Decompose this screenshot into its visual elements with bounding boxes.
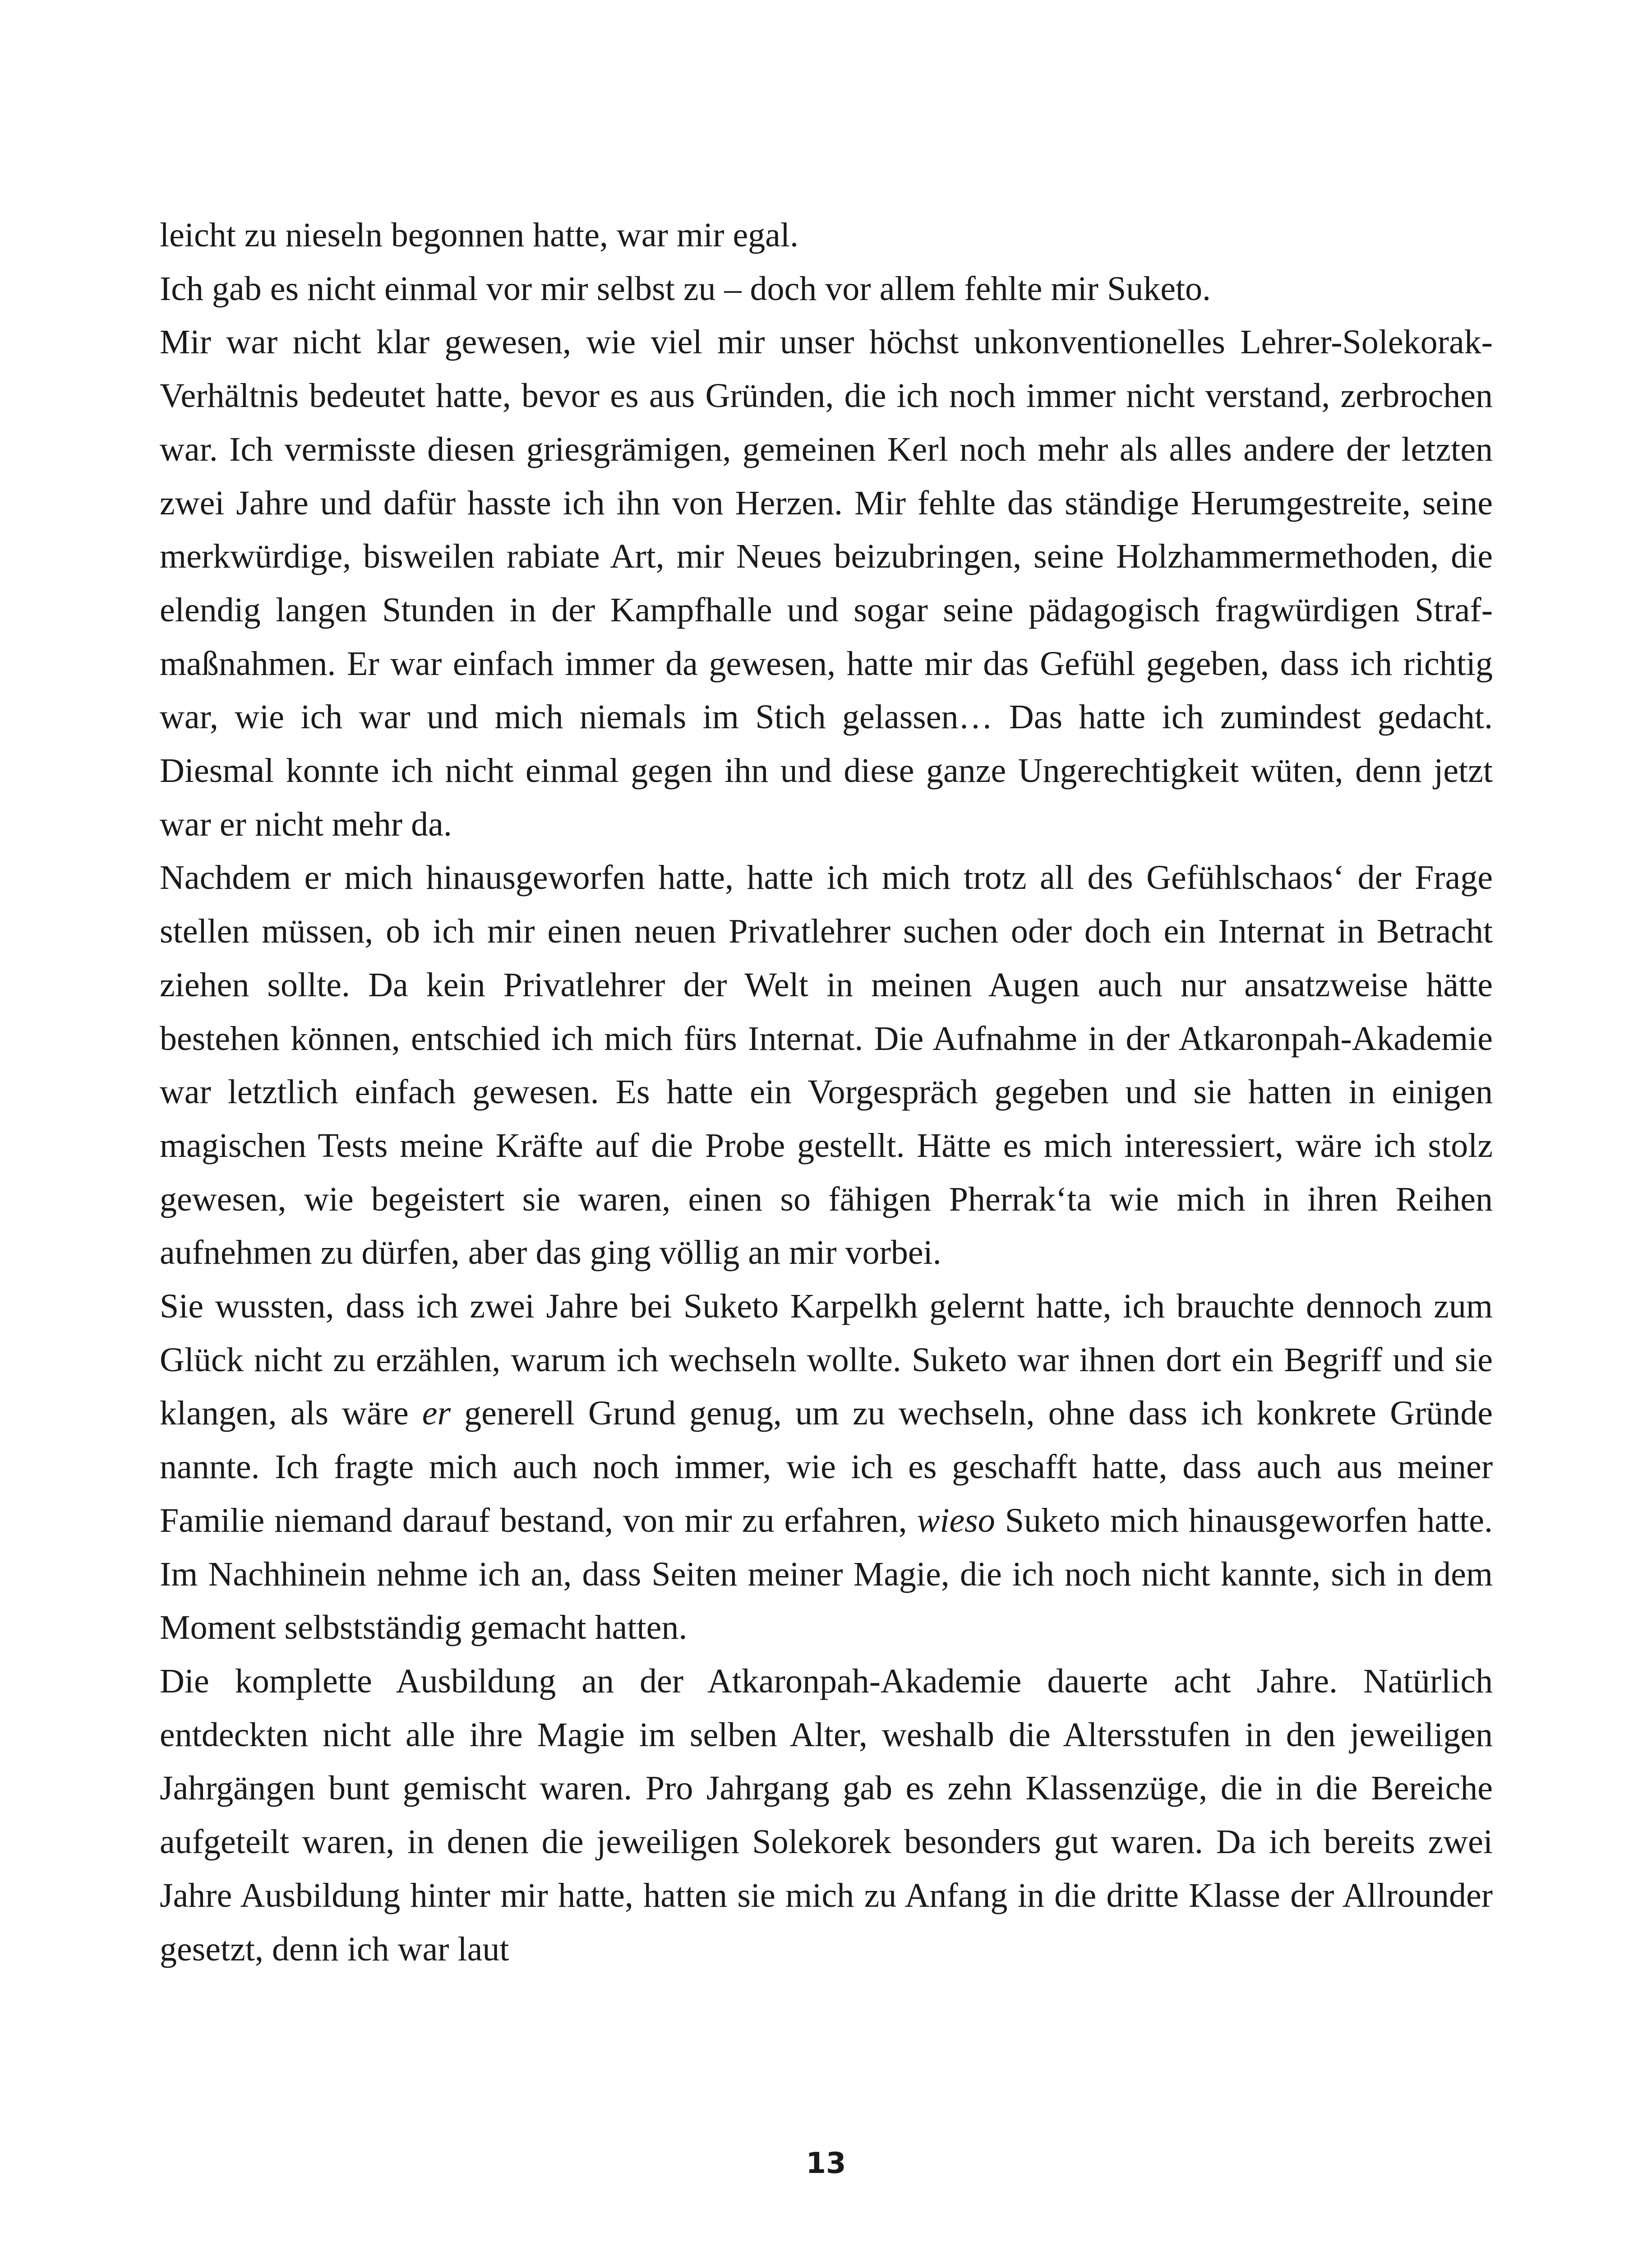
text-segment: Die komplette Ausbildung an der Atkaronpah-Akademie dauerte acht Jahre. Natürlich entdeckten nicht alle ihre Magie im selben Alter, weshalb die Altersstufen in den jeweiligen Jahrgängen bunt gemischt waren. Pro Jahrgang gab es zehn Klassenzüge, die in die Bereiche aufgeteilt waren, in denen die jeweiligen Solekorek besonders gut waren. Da ich bereits zwei Jahre Ausbildung hinter mir hatte, hatten sie mich zu Anfang in die dritte Klasse der Allrounder gesetzt, denn ich war laut: [160, 1662, 1493, 1968]
page-number: 13: [806, 2147, 846, 2180]
paragraph: [160, 208, 1493, 262]
paragraph: [160, 1280, 1493, 1655]
paragraph: [160, 1655, 1493, 1976]
text-segment: generell Grund genug, um zu wechseln, ohne dass ich konkrete Gründe nannte. Ich fragte mich auch noch immer, wie ich es geschafft hatte, dass auch aus meiner Familie niemand darauf bestand, von mir zu erfahren,: [160, 1394, 1493, 1539]
paragraph: [160, 315, 1493, 851]
text-segment: leicht zu nieseln begonnen hatte, war mir egal.: [160, 216, 799, 254]
text-segment: Ich gab es nicht einmal vor mir selbst zu – doch vor allem fehlte mir Suketo.: [160, 269, 1211, 308]
paragraph: [160, 851, 1493, 1280]
paragraph: [160, 262, 1493, 316]
text-segment: Mir war nicht klar gewesen, wie viel mir unser höchst unkonventionelles Lehrer-Solekorak-Verhältnis bedeutet hatte, bevor es aus Gründen, die ich noch immer nicht verstand, zerbrochen war. Ich vermisste diesen griesgrämigen, gemeinen Kerl noch mehr als alles andere der letzten zwei Jahre und dafür hasste ich ihn von Herzen. Mir fehlte das ständige Herumgestreite, seine merkwürdige, bisweilen rabiate Art, mir Neues beizubringen, seine Holzhammermethoden, die elendig langen Stunden in der Kampfhalle und sogar seine pädagogisch fragwürdigen Strafmaßnahmen. Er war einfach immer da gewesen, hatte mir das Gefühl gegeben, dass ich richtig war, wie ich war und mich niemals im Stich gelassen… Das hatte ich zumindest gedacht. Diesmal konnte ich nicht einmal gegen ihn und diese ganze Ungerechtigkeit wüten, denn jetzt war er nicht mehr da.: [160, 323, 1493, 843]
text-segment: Suketo mich hinausgeworfen hatte. Im Nachhinein nehme ich an, dass Seiten meiner Magie, die ich noch nicht kannte, sich in dem Moment selbstständig gemacht hatten.: [160, 1501, 1493, 1647]
emphasized-text: er: [422, 1394, 451, 1433]
emphasized-text: wieso: [917, 1501, 995, 1539]
body-text: [160, 208, 1493, 1976]
text-segment: Sie wussten, dass ich zwei Jahre bei Suketo Karpelkh gelernt hatte, ich brauchte dennoch zum Glück nicht zu erzählen, warum ich wechseln wollte. Suketo war ihnen dort ein Begriff und sie klangen, als wäre: [160, 1287, 1493, 1433]
text-segment: Nachdem er mich hinausgeworfen hatte, hatte ich mich trotz all des Gefühlschaos‘ der Frage stellen müssen, ob ich mir einen neuen Privatlehrer suchen oder doch ein Internat in Betracht ziehen sollte. Da kein Privatlehrer der Welt in meinen Augen auch nur ansatzweise hätte bestehen können, entschied ich mich fürs Internat. Die Aufnahme in der Atkaronpah-Akademie war letztlich einfach gewesen. Es hatte ein Vorgespräch gegeben und sie hatten in einigen magischen Tests meine Kräfte auf die Probe gestellt. Hätte es mich interessiert, wäre ich stolz gewesen, wie begeistert sie waren, einen so fähigen Pherrak‘ta wie mich in ihren Reihen aufnehmen zu dürfen, aber das ging völlig an mir vorbei.: [160, 859, 1493, 1272]
